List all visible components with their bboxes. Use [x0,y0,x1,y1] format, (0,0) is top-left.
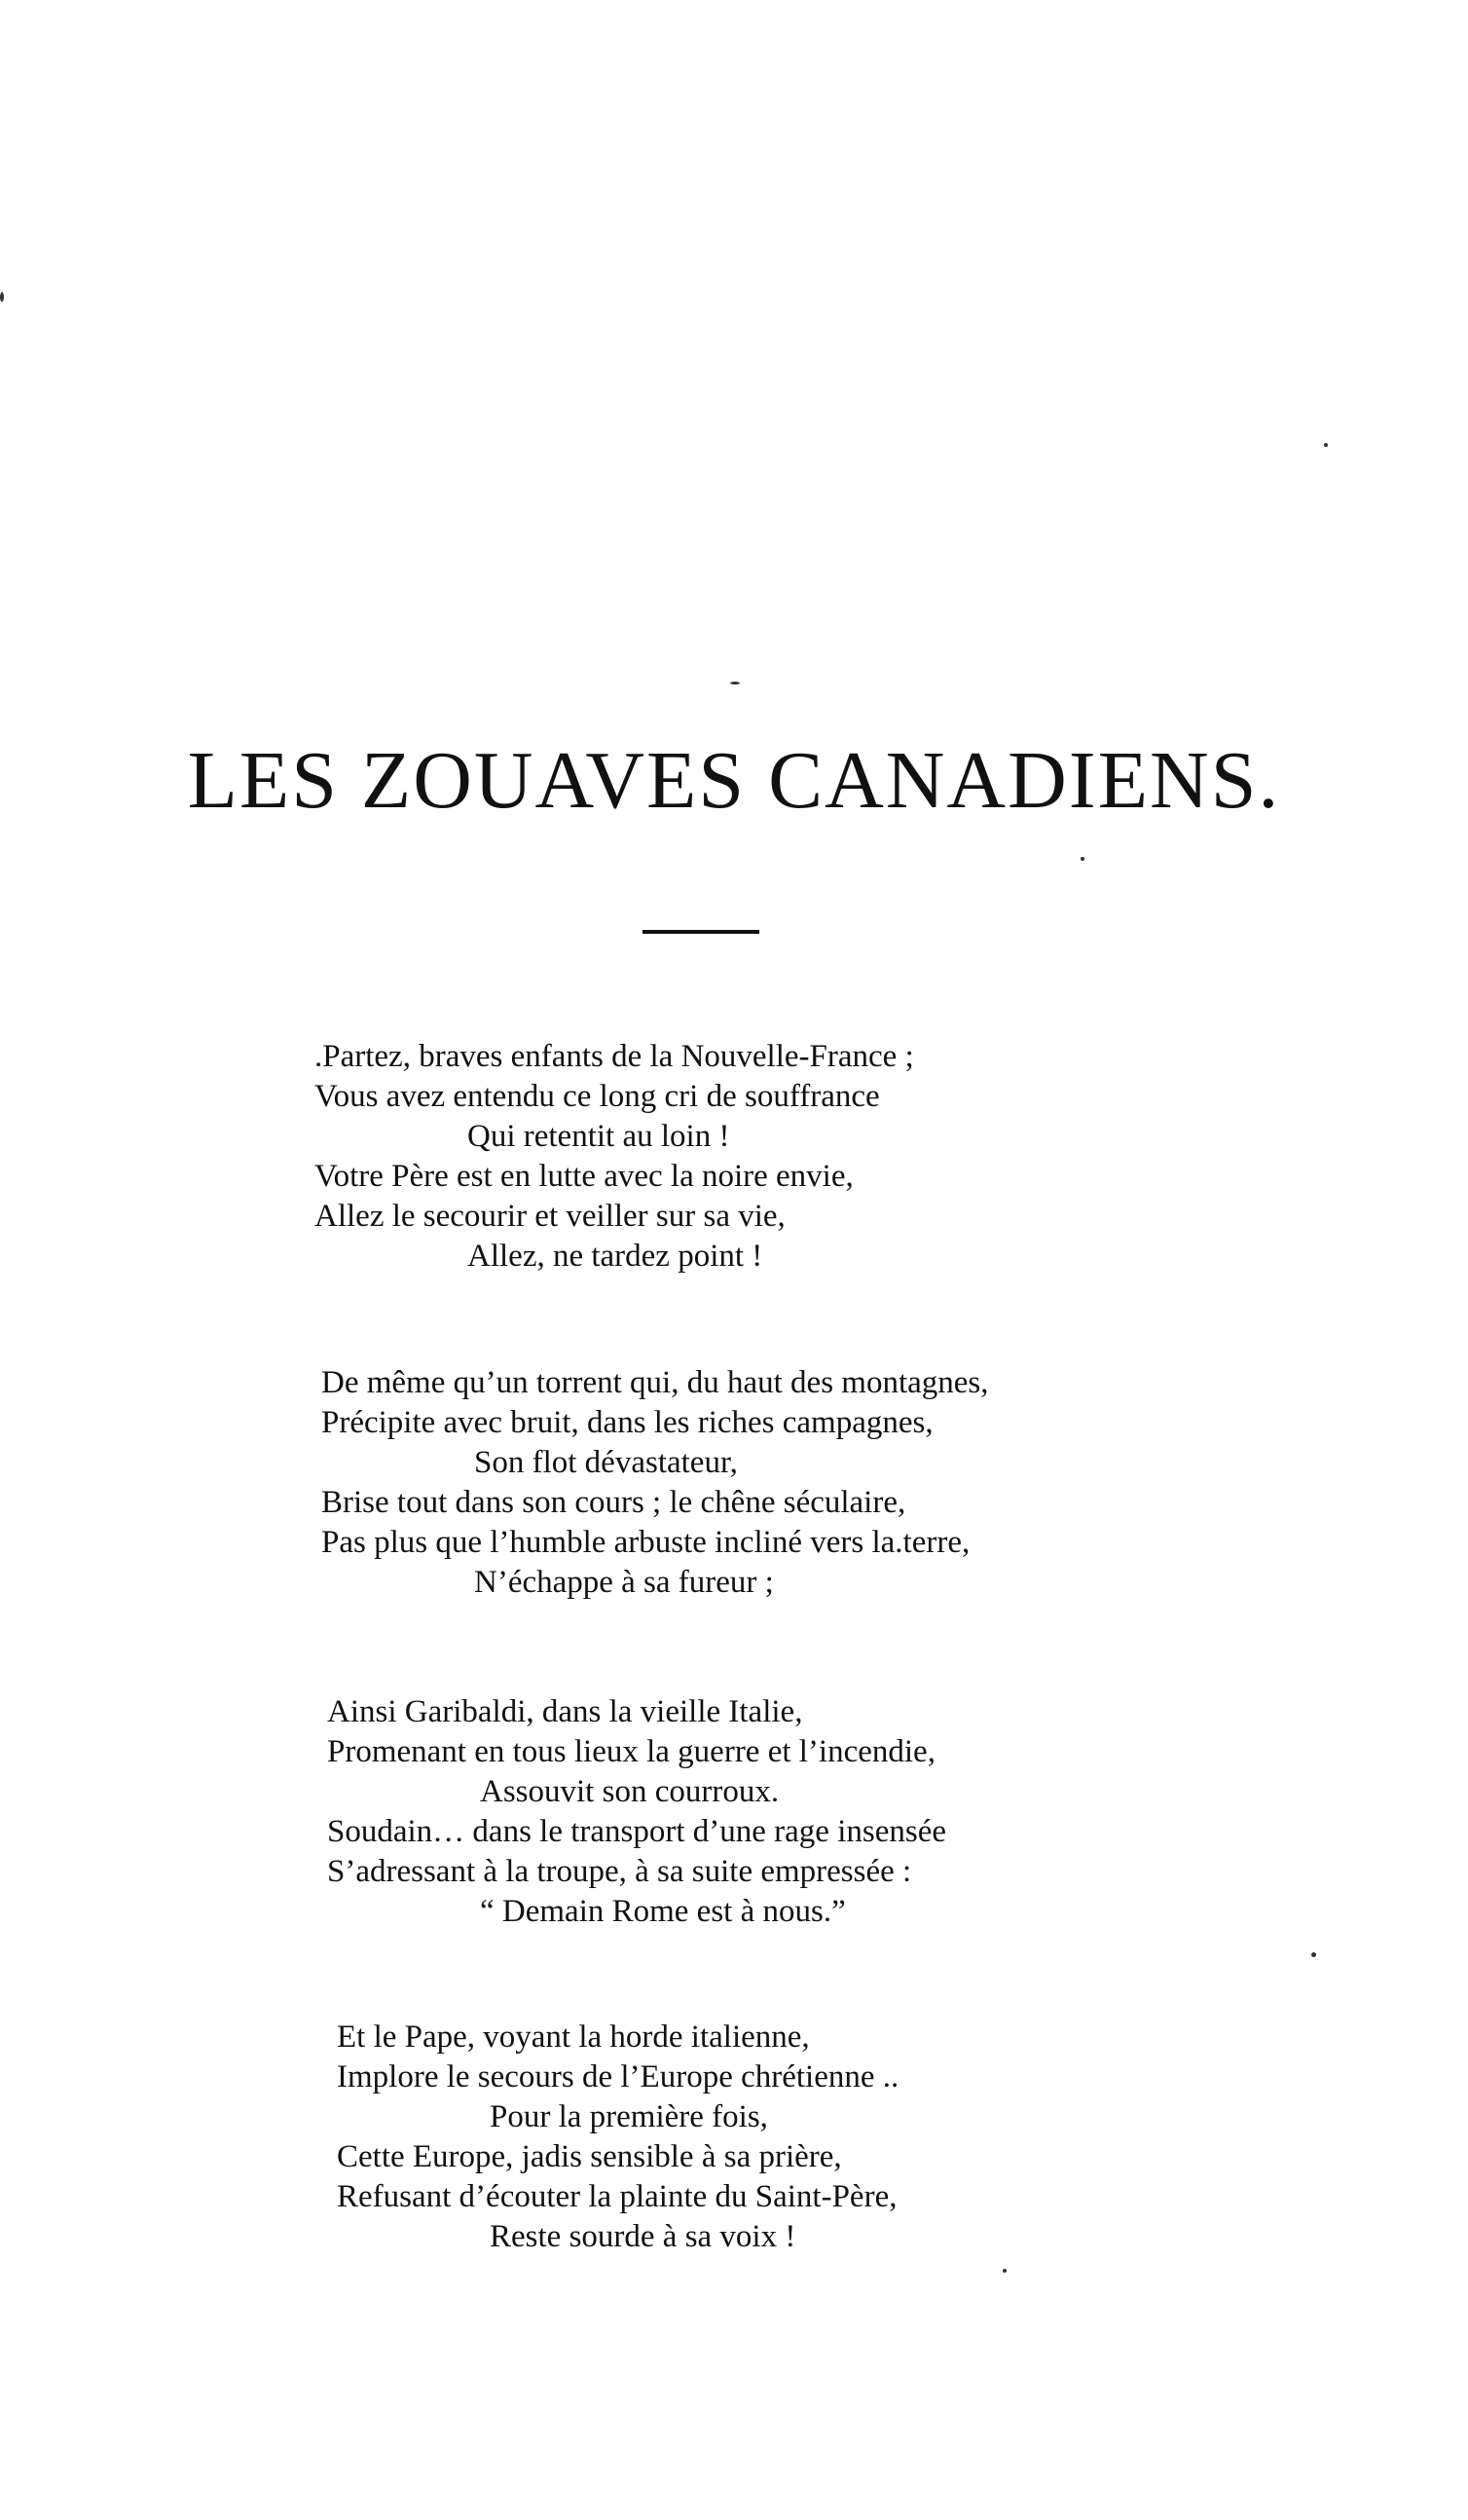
scan-speck [730,682,740,685]
verse-line: Soudain… dans le transport d’une rage insensée [327,1814,946,1849]
verse-line: Pas plus que l’humble arbuste incliné vers la.terre, [321,1525,971,1560]
verse-line: Précipite avec bruit, dans les riches campagnes, [321,1405,934,1440]
verse-line-indented: Qui retentit au loin ! [467,1119,730,1154]
scan-speck [1311,1952,1316,1957]
stanza-3 [327,1692,946,1932]
verse-line: Refusant d’écouter la plainte du Saint-Père, [337,2179,898,2214]
stanza-1 [314,1037,914,1277]
verse-line-indented: “ Demain Rome est à nous.” [480,1894,846,1929]
verse-line-indented: Assouvit son courroux. [480,1774,780,1809]
verse-line: De même qu’un torrent qui, du haut des montagnes, [321,1365,989,1400]
title-divider [642,930,759,934]
verse-line: S’adressant à la troupe, à sa suite empressée : [327,1854,912,1889]
verse-line: Allez le secourir et veiller sur sa vie, [314,1199,786,1234]
verse-line-indented: Allez, ne tardez point ! [467,1239,763,1274]
verse-line-indented: Pour la première fois, [490,2099,768,2134]
scan-speck [1081,857,1084,861]
verse-line: Vous avez entendu ce long cri de souffrance [314,1079,880,1114]
poem-title: LES ZOUAVES CANADIENS. [187,735,1281,826]
stanza-4 [337,2018,899,2257]
verse-line: Promenant en tous lieux la guerre et l’incendie, [327,1734,936,1769]
stanza-2 [321,1363,989,1603]
verse-line-indented: Son flot dévastateur, [474,1445,738,1480]
verse-line: Implore le secours de l’Europe chrétienne .. [337,2059,899,2094]
verse-line-indented: Reste sourde à sa voix ! [490,2219,796,2254]
verse-line: Ainsi Garibaldi, dans la vieille Italie, [327,1694,803,1729]
verse-line: Brise tout dans son cours ; le chêne séculaire, [321,1485,906,1520]
verse-line: Votre Père est en lutte avec la noire envie, [314,1159,854,1194]
scan-speck [1324,443,1328,447]
verse-line: Et le Pape, voyant la horde italienne, [337,2020,810,2055]
verse-line-indented: N’échappe à sa fureur ; [474,1565,774,1600]
verse-line: Cette Europe, jadis sensible à sa prière, [337,2139,842,2174]
scan-speck [0,292,4,302]
verse-line: .Partez, braves enfants de la Nouvelle-France ; [314,1039,914,1074]
scan-speck [1003,2269,1007,2273]
